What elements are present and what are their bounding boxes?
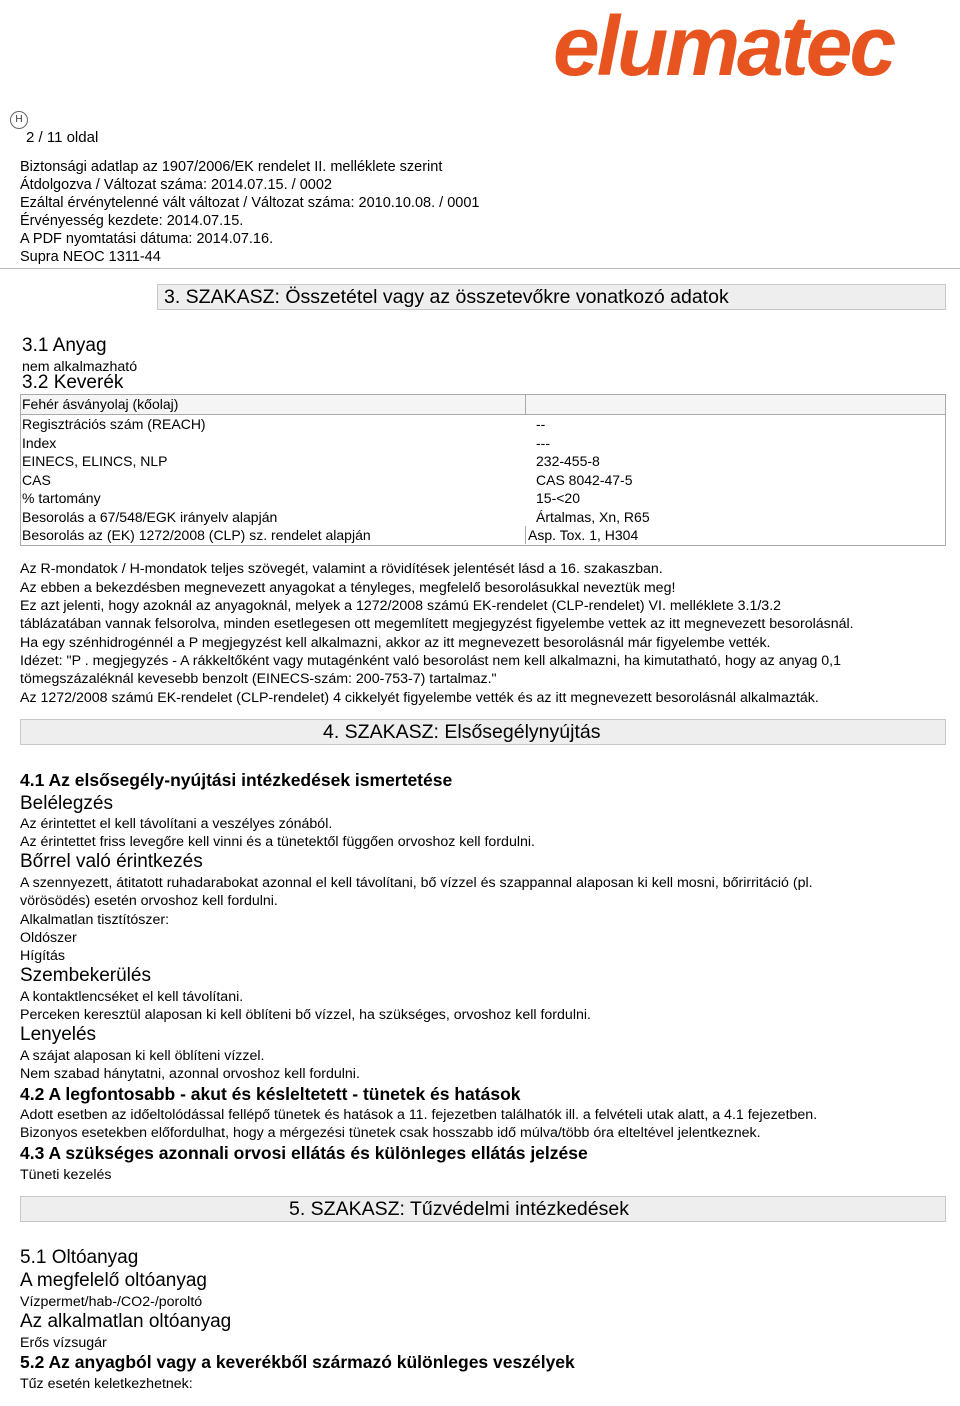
- table-row: [21, 526, 945, 545]
- subsection-4-3-title: 4.3 A szükséges azonnali orvosi ellátás és különleges ellátás jelzése: [20, 1143, 588, 1163]
- note-line: táblázatában vannak felsorolva, minden esetlegesen ott megemlített megjegyzést figyelembe vettek az itt megnevezett besorolásnál.: [20, 616, 854, 632]
- header-line: Biztonsági adatlap az 1907/2006/EK rendelet II. melléklete szerint: [20, 159, 443, 175]
- subsection-5-2-text: Tűz esetén keletkezhetnek:: [20, 1376, 193, 1392]
- subsection-5-1-title: 5.1 Oltóanyag: [20, 1247, 139, 1268]
- header-line: Supra NEOC 1311-44: [20, 249, 161, 265]
- table-header: [21, 395, 945, 415]
- eye-contact-line: Perceken keresztül alaposan ki kell öblíteni bő vízzel, ha szükséges, orvoshoz kell fordulni.: [20, 1007, 591, 1023]
- note-line: Idézet: "P . megjegyzés - A rákkeltőként vagy mutagénként való besorolást nem kell alkalmazni, ha kimutatható, hogy az anyag 0,1: [20, 653, 842, 669]
- header-line: A PDF nyomtatási dátuma: 2014.07.16.: [20, 231, 274, 247]
- table-row: [21, 434, 945, 453]
- subsection-4-1-title: 4.1 Az elsősegély-nyújtási intézkedések ismertetése: [20, 770, 453, 790]
- section-5-title: 5. SZAKASZ: Tűzvédelmi intézkedések: [289, 1198, 629, 1220]
- unsuitable-media-text: Erős vízsugár: [20, 1335, 107, 1351]
- inhalation-line: Az érintettet friss levegőre kell vinni és a tünetektől függően orvoshoz kell fordulni.: [20, 834, 535, 850]
- skin-contact-line: vörösödés) esetén orvoshoz kell fordulni.: [20, 893, 278, 909]
- row-value: Asp. Tox. 1, H304: [528, 527, 639, 543]
- subsection-3-1-title: 3.1 Anyag: [22, 335, 107, 356]
- unsuitable-media-title: Az alkalmatlan oltóanyag: [20, 1311, 232, 1332]
- subsection-5-2-title: 5.2 Az anyagból vagy a keverékből származó különleges veszélyek: [20, 1352, 575, 1372]
- ingestion-line: A szájat alaposan ki kell öblíteni vízzel.: [20, 1048, 265, 1064]
- header-line: Átdolgozva / Változat száma: 2014.07.15. / 0002: [20, 177, 332, 193]
- skin-contact-line: Oldószer: [20, 930, 77, 946]
- row-label: EINECS, ELINCS, NLP: [22, 453, 168, 469]
- row-label: Besorolás a 67/548/EGK irányelv alapján: [22, 508, 278, 525]
- note-line: Az R-mondatok / H-mondatok teljes szövegét, valamint a rövidítések jelentését lásd a 16. szakaszban.: [20, 561, 663, 577]
- section-5-bar: [20, 1196, 946, 1222]
- suitable-media-text: Vízpermet/hab-/CO2-/poroltó: [20, 1294, 203, 1310]
- ingestion-title: Lenyelés: [20, 1024, 97, 1045]
- row-label: Besorolás az (EK) 1272/2008 (CLP) sz. rendelet alapján: [22, 527, 371, 543]
- skin-contact-line: A szennyezett, átitatott ruhadarabokat azonnal el kell távolítani, bő vízzel és szappannal alaposan ki kell mosni, bőrirritáció (pl.: [20, 875, 813, 891]
- table-row: [21, 452, 945, 471]
- row-value: Ártalmas, Xn, R65: [536, 508, 650, 525]
- row-label: Index: [22, 434, 57, 451]
- eye-contact-line: A kontaktlencséket el kell távolítani.: [20, 989, 244, 1005]
- subsection-3-2-title: 3.2 Keverék: [22, 372, 124, 393]
- subsection-4-2-title: 4.2 A legfontosabb - akut és késleltetett - tünetek és hatások: [20, 1084, 521, 1104]
- subsection-4-2-line: Bizonyos esetekben előfordulhat, hogy a mérgezési tünetek csak hosszabb idő múlva/több óra elteltével jelentkeznek.: [20, 1125, 761, 1141]
- row-label: % tartomány: [22, 490, 101, 506]
- table-row: [21, 489, 945, 508]
- skin-contact-title: Bőrrel való érintkezés: [20, 851, 203, 872]
- subsection-3-1-text: nem alkalmazható: [22, 359, 138, 375]
- column-divider: [525, 395, 526, 414]
- row-value: CAS 8042-47-5: [536, 471, 633, 488]
- inhalation-title: Belélegzés: [20, 793, 113, 814]
- header-line: Ezáltal érvénytelenné vált változat / Változat száma: 2010.10.08. / 0001: [20, 195, 480, 211]
- h-circle-mark: H: [10, 111, 28, 129]
- skin-contact-line: Hígítás: [20, 948, 65, 964]
- table-row: [21, 471, 945, 490]
- row-value: 15-<20: [536, 490, 580, 506]
- row-label: CAS: [22, 471, 51, 488]
- note-line: tömegszázaléknál kevesebb benzolt (EINECS-szám: 200-753-7) tartalmaz.": [20, 671, 497, 687]
- note-line: Az 1272/2008 számú EK-rendelet (CLP-rendelet) 4 cikkelyét figyelembe vették és az itt megnevezett besorolásnál alkalmazták.: [20, 690, 819, 706]
- company-logo: elumatec: [553, 0, 894, 93]
- row-value: --: [536, 416, 546, 432]
- row-value: ---: [536, 434, 550, 451]
- row-label: Regisztrációs szám (REACH): [22, 416, 206, 432]
- column-divider: [525, 526, 526, 544]
- composition-table: [20, 394, 946, 546]
- subsection-4-2-line: Adott esetben az időeltolódással fellépő tünetek és hatások a 11. fejezetben találhatók ill. a felvételi utak alatt, a 4.1 fejezetben.: [20, 1107, 818, 1123]
- header-line: Érvényesség kezdete: 2014.07.15.: [20, 213, 244, 229]
- note-line: Az ebben a bekezdésben megnevezett anyagokat a tényleges, megfelelő besorolásukkal neveztük meg!: [20, 580, 676, 596]
- table-row: [21, 415, 945, 434]
- table-row: [21, 508, 945, 527]
- page-number: 2 / 11 oldal: [26, 129, 99, 146]
- subsection-4-3-text: Tüneti kezelés: [20, 1167, 112, 1183]
- note-line: Ez azt jelenti, hogy azoknál az anyagoknál, melyek a 1272/2008 számú EK-rendelet (CLP-rendelet) VI. melléklete 3.1/3.2: [20, 598, 782, 614]
- section-3-bar: [157, 284, 946, 310]
- eye-contact-title: Szembekerülés: [20, 965, 151, 986]
- skin-contact-line: Alkalmatlan tisztítószer:: [20, 912, 170, 928]
- substance-name: Fehér ásványolaj (kőolaj): [22, 396, 179, 412]
- section-3-title: 3. SZAKASZ: Összetétel vagy az összetevőkre vonatkozó adatok: [164, 286, 729, 308]
- ingestion-line: Nem szabad hánytatni, azonnal orvoshoz kell fordulni.: [20, 1066, 360, 1082]
- section-4-bar: [20, 719, 946, 745]
- section-4-title: 4. SZAKASZ: Elsősegélynyújtás: [323, 721, 601, 743]
- row-value: 232-455-8: [536, 453, 600, 469]
- suitable-media-title: A megfelelő oltóanyag: [20, 1270, 207, 1291]
- note-line: Ha egy szénhidrogénnél a P megjegyzést kell alkalmazni, akkor az itt megnevezett besorolásnál már figyelembe vették.: [20, 635, 771, 651]
- header-divider: [0, 268, 960, 269]
- inhalation-line: Az érintettet el kell távolítani a veszélyes zónából.: [20, 816, 333, 832]
